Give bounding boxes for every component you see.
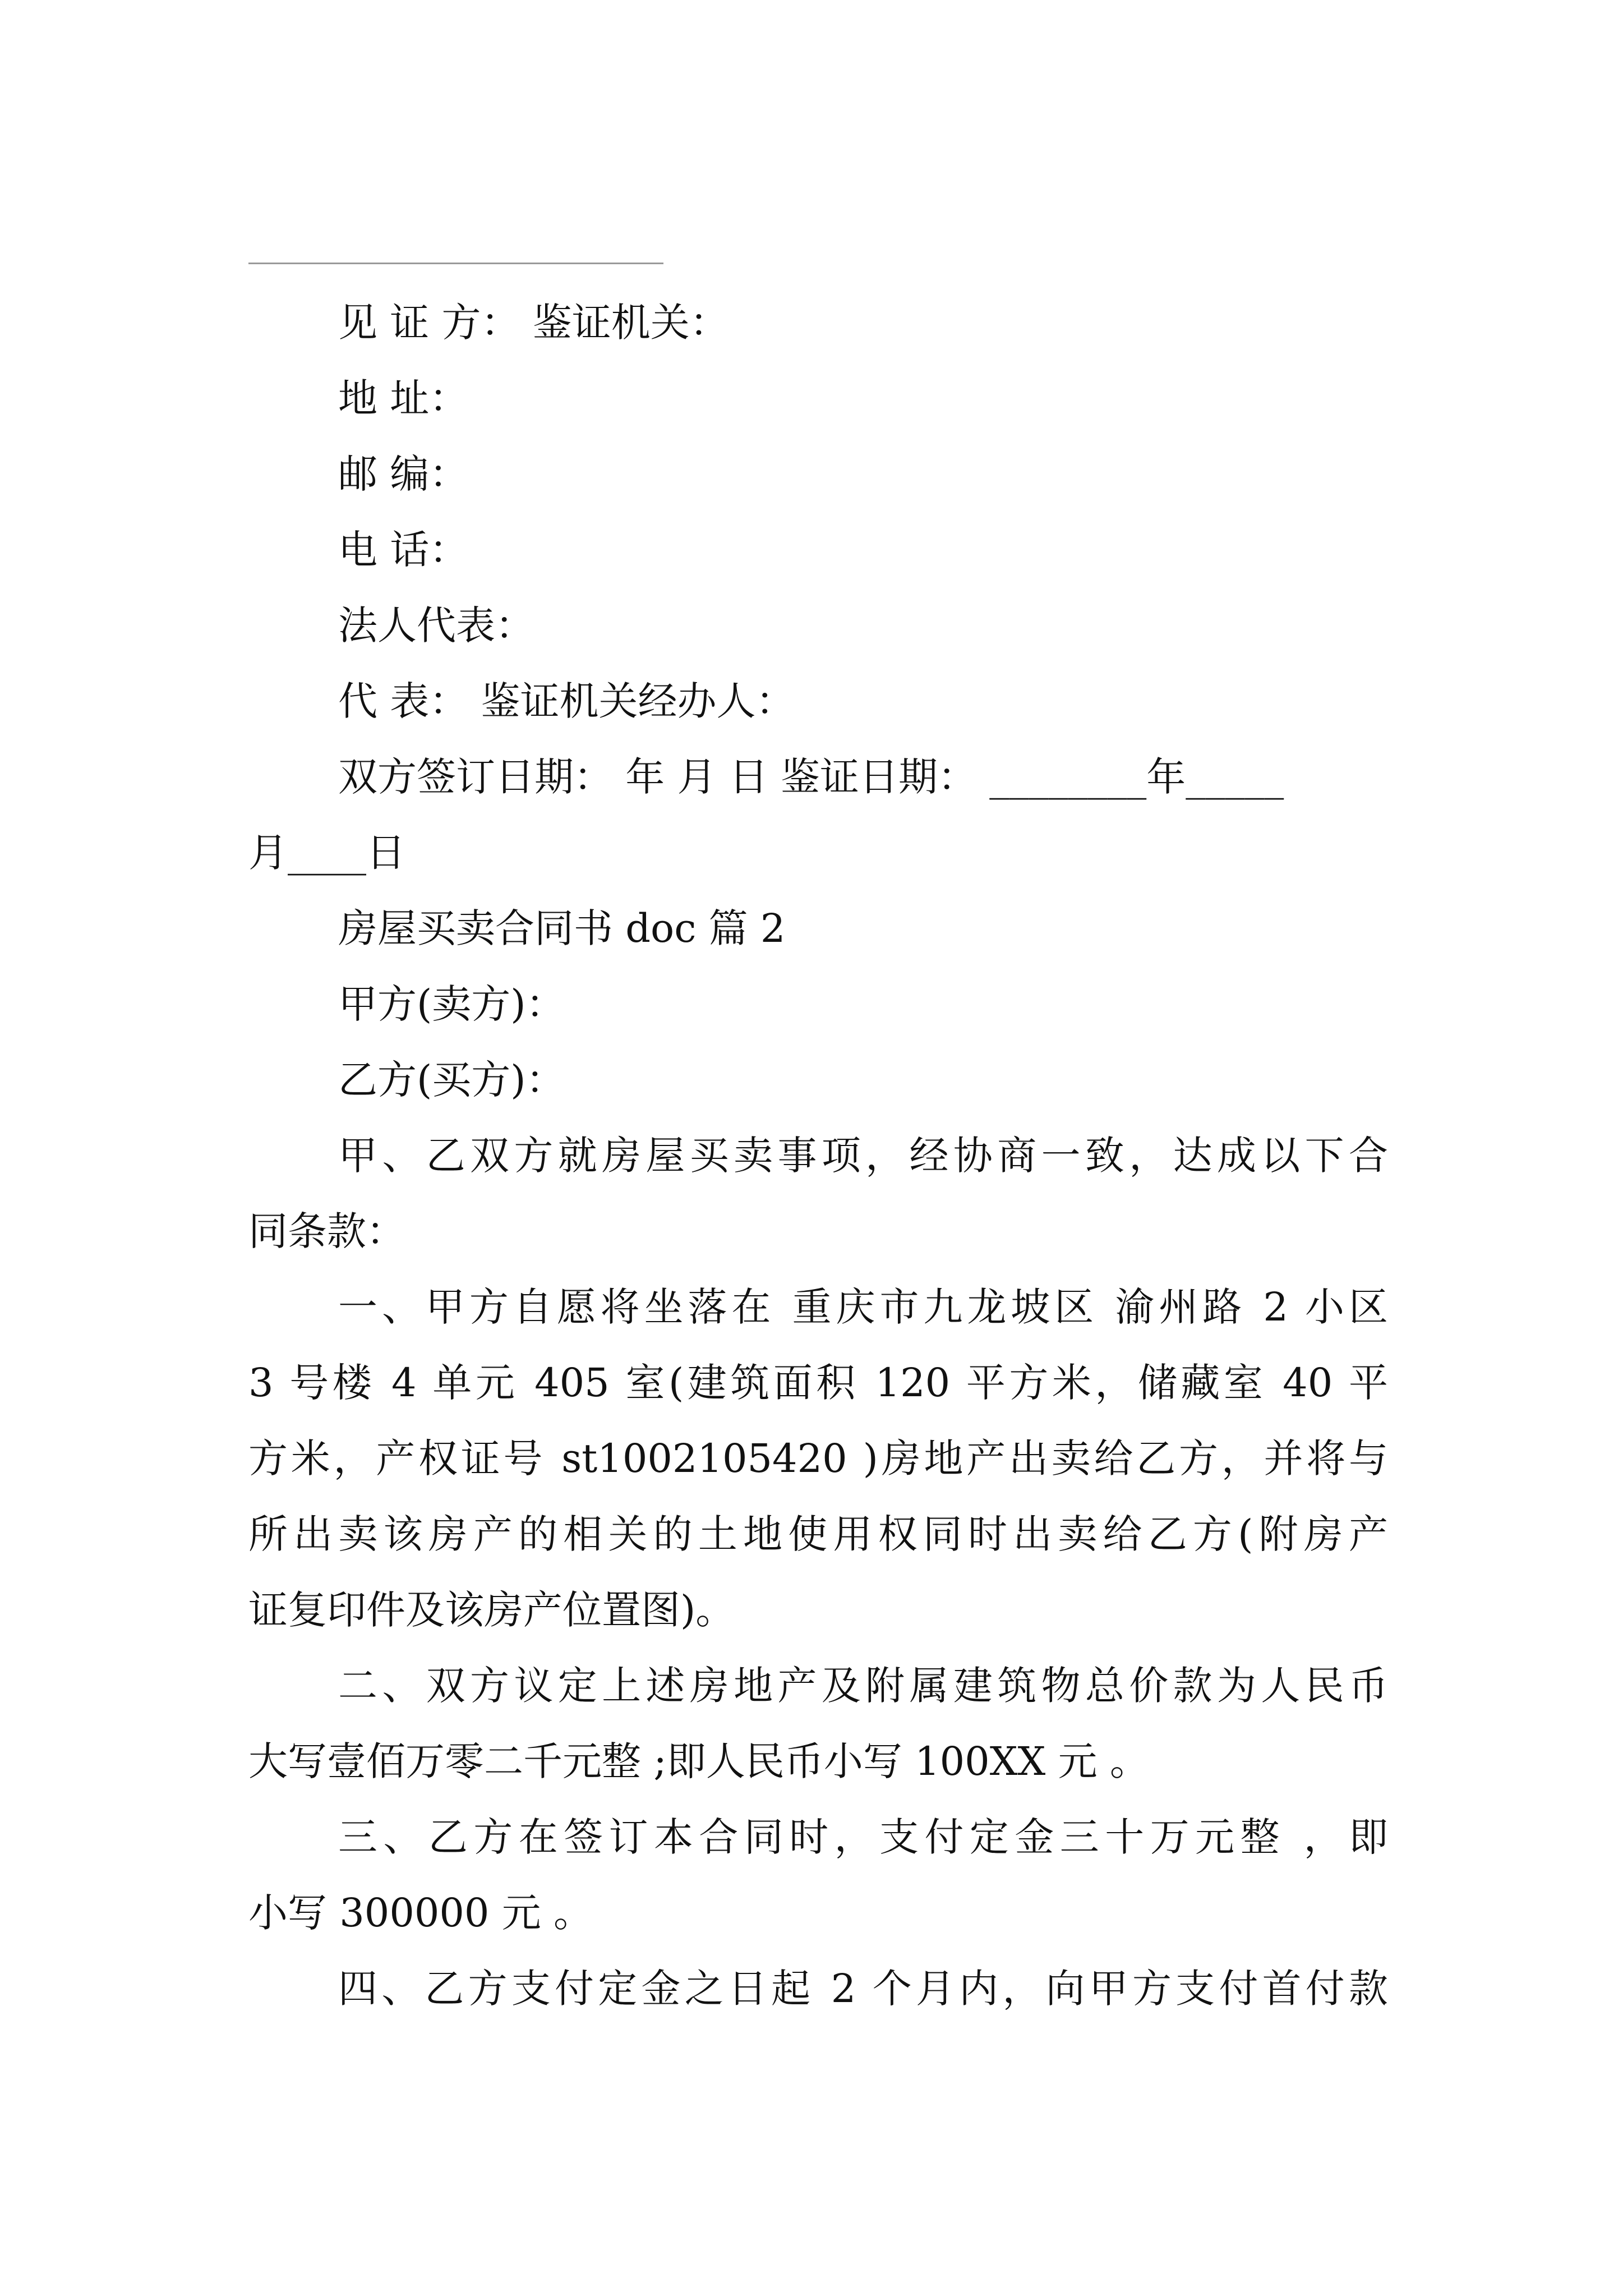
clause-2-line: 二、双方议定上述房地产及附属建筑物总价款为人民币 xyxy=(338,1663,1388,1709)
intro-paragraph-line: 甲、乙双方就房屋买卖事项，经协商一致，达成以下合 xyxy=(338,1133,1388,1179)
witness-line: 见 证 方： 鉴证机关： xyxy=(338,300,729,346)
section-title: 房屋买卖合同书 doc 篇 2 xyxy=(338,905,786,951)
phone-line: 电 话： xyxy=(338,527,469,573)
clause-4-line: 四、乙方支付定金之日起 2 个月内，向甲方支付首付款 xyxy=(338,1966,1388,2012)
clause-1-line: 一、甲方自愿将坐落在 重庆市九龙坡区 渝州路 2 小区 xyxy=(338,1284,1388,1330)
agent-line: 代 表： 鉴证机关经办人： xyxy=(338,678,795,724)
sign-date-line-cont: 月____日 xyxy=(248,830,405,876)
party-b-line: 乙方(买方)： xyxy=(338,1057,565,1103)
party-a-line: 甲方(卖方)： xyxy=(338,981,565,1027)
clause-1-line: 证复印件及该房产位置图)。 xyxy=(248,1587,735,1633)
clause-1-line: 3 号楼 4 单元 405 室(建筑面积 120 平方米，储藏室 40 平 xyxy=(248,1360,1388,1406)
header-rule xyxy=(248,263,663,264)
clause-1-line: 方米，产权证号 st1002105420 )房地产出卖给乙方，并将与 xyxy=(248,1435,1388,1481)
clause-1-line: 所出卖该房产的相关的土地使用权同时出卖给乙方(附房产 xyxy=(248,1511,1388,1557)
sign-date-line: 双方签订日期： 年 月 日 鉴证日期： ________年_____ xyxy=(338,754,1284,800)
address-line: 地 址： xyxy=(338,375,469,421)
clause-2-line: 大写壹佰万零二千元整 ;即人民币小写 100XX 元 。 xyxy=(248,1738,1149,1784)
postcode-line: 邮 编： xyxy=(338,451,469,497)
intro-paragraph-line: 同条款： xyxy=(248,1208,405,1254)
clause-3-line: 三、乙方在签订本合同时，支付定金三十万元整 ，即 xyxy=(338,1814,1388,1860)
clause-3-line: 小写 300000 元 。 xyxy=(248,1890,593,1936)
legal-rep-line: 法人代表： xyxy=(338,602,534,648)
